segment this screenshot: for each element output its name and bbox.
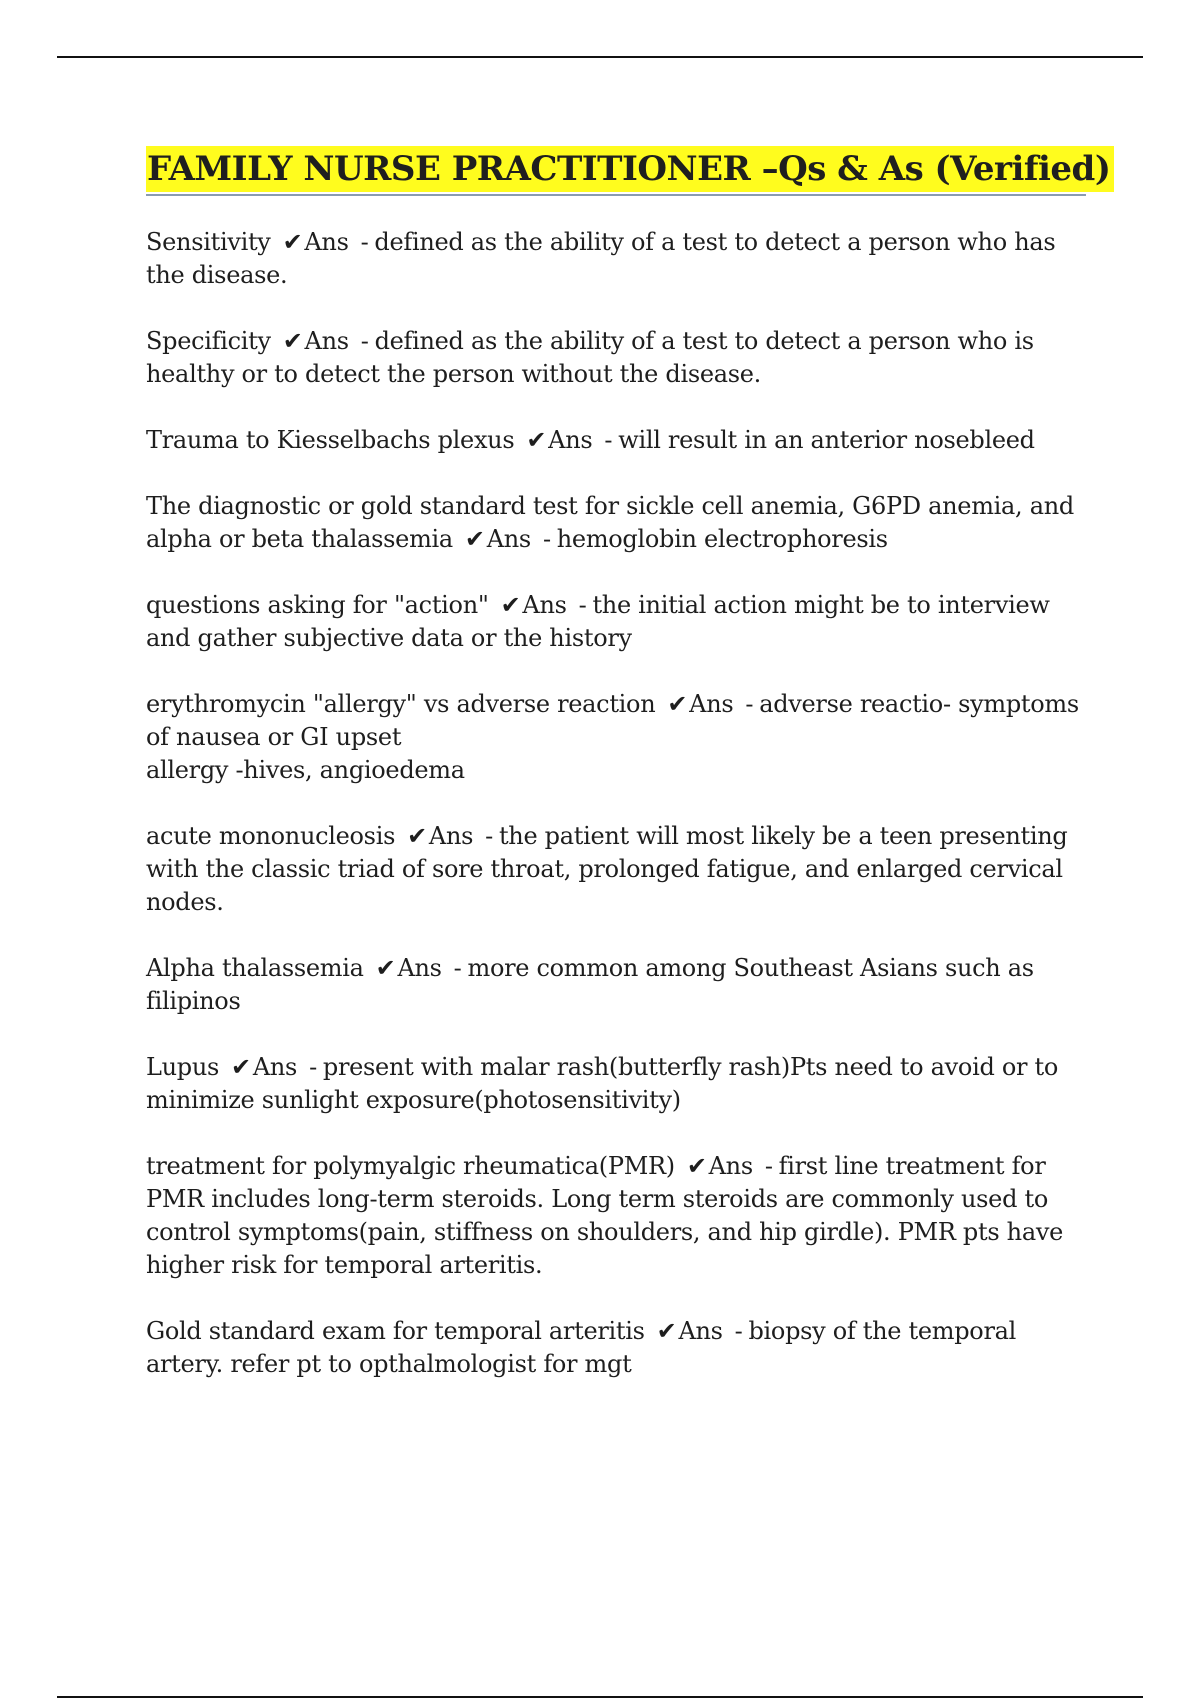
question-text: Lupus: [146, 1053, 220, 1081]
answer-separator: -: [485, 822, 493, 850]
answer-text: defined as the ability of a test to detect a person who is healthy or to detect the person without the disease.: [146, 327, 1034, 388]
answer-text: more common among Southeast Asians such as filipinos: [146, 954, 1034, 1015]
answer-text: biopsy of the temporal artery. refer pt to opthalmologist for mgt: [146, 1317, 1017, 1378]
answer-extra-line: allergy -hives, angioedema: [146, 756, 465, 784]
check-icon: ✔: [667, 690, 688, 718]
qa-item: [146, 1051, 1086, 1117]
question-text: Gold standard exam for temporal arteritis: [146, 1317, 645, 1345]
check-icon: ✔: [526, 426, 547, 454]
question-text: Alpha thalassemia: [146, 954, 364, 982]
qa-item: [146, 688, 1086, 787]
answer-label: Ans: [678, 1317, 723, 1345]
qa-item: [146, 226, 1086, 292]
answer-label: Ans: [428, 822, 474, 850]
footer-rule: [57, 1696, 1143, 1698]
answer-text: defined as the ability of a test to detect a person who has the disease.: [146, 228, 1056, 289]
answer-separator: -: [542, 525, 551, 553]
question-text: acute mononucleosis: [146, 822, 396, 850]
document-title: FAMILY NURSE PRACTITIONER –Qs & As (Verified): [146, 146, 1114, 192]
question-text: Sensitivity: [146, 228, 271, 256]
answer-text: present with malar rash(butterfly rash)Pts need to avoid or to minimize sunlight exposure(photosensitivity): [146, 1053, 1058, 1114]
answer-separator: -: [745, 690, 754, 718]
answer-text: the initial action might be to interview and gather subjective data or the history: [146, 591, 1050, 652]
answer-label: Ans: [522, 591, 567, 619]
check-icon: ✔: [282, 327, 303, 355]
question-text: Trauma to Kiesselbachs plexus: [146, 426, 515, 454]
answer-separator: -: [453, 954, 462, 982]
answer-label: Ans: [689, 690, 734, 718]
qa-item: [146, 1150, 1086, 1282]
answer-separator: -: [604, 426, 613, 454]
question-text: questions asking for "action": [146, 591, 489, 619]
answer-text: will result in an anterior nosebleed: [618, 426, 1035, 454]
question-text: treatment for polymyalgic rheumatica(PMR): [146, 1152, 675, 1180]
answer-label: Ans: [548, 426, 593, 454]
answer-separator: -: [360, 228, 369, 256]
qa-item: [146, 424, 1086, 457]
check-icon: ✔: [464, 525, 485, 553]
check-icon: ✔: [282, 228, 303, 256]
answer-label: Ans: [304, 327, 349, 355]
qa-item: [146, 325, 1086, 391]
qa-list: [146, 226, 1086, 1381]
title-block: [146, 146, 1111, 196]
answer-separator: -: [764, 1152, 773, 1180]
check-icon: ✔: [500, 591, 521, 619]
answer-text: adverse reactio- symptoms of nausea or GI upset: [146, 690, 1079, 751]
answer-separator: -: [578, 591, 587, 619]
answer-label: Ans: [252, 1053, 298, 1081]
check-icon: ✔: [375, 954, 396, 982]
answer-label: Ans: [397, 954, 442, 982]
header-rule: [57, 56, 1143, 58]
qa-item: [146, 1315, 1086, 1381]
qa-item: [146, 490, 1086, 556]
check-icon: ✔: [231, 1053, 251, 1081]
check-icon: ✔: [656, 1317, 677, 1345]
answer-label: Ans: [304, 228, 349, 256]
question-text: Specificity: [146, 327, 271, 355]
question-text: erythromycin "allergy" vs adverse reaction: [146, 690, 656, 718]
answer-text: the patient will most likely be a teen presenting with the classic triad of sore throat, prolonged fatigue, and enlarged cervical nodes.: [146, 822, 1068, 916]
question-text: The diagnostic or gold standard test for sickle cell anemia, G6PD anemia, and alpha or beta thalassemia: [146, 492, 1074, 553]
answer-separator: -: [734, 1317, 743, 1345]
qa-item: [146, 589, 1086, 655]
qa-item: [146, 820, 1086, 919]
answer-label: Ans: [486, 525, 531, 553]
check-icon: ✔: [407, 822, 427, 850]
check-icon: ✔: [686, 1152, 707, 1180]
answer-text: hemoglobin electrophoresis: [556, 525, 888, 553]
answer-label: Ans: [708, 1152, 753, 1180]
document-body: [146, 146, 1111, 1414]
answer-text: first line treatment for PMR includes long-term steroids. Long term steroids are commonly used to control symptoms(pain, stiffness on shoulders, and hip girdle). PMR pts have higher risk for temporal arteritis.: [146, 1152, 1063, 1279]
answer-separator: -: [309, 1053, 317, 1081]
qa-item: [146, 952, 1086, 1018]
answer-separator: -: [360, 327, 369, 355]
